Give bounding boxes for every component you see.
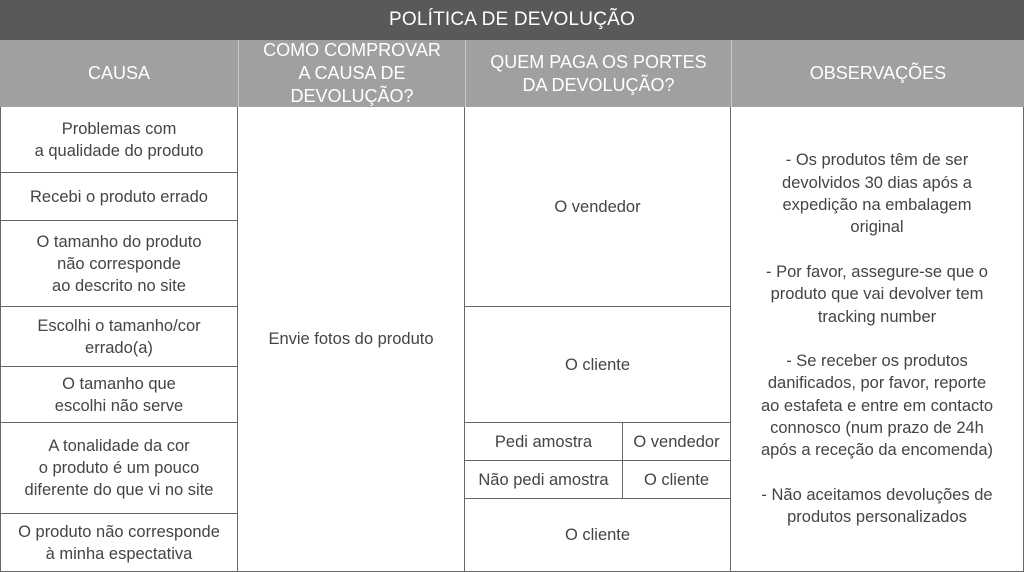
header-payer: QUEM PAGA OS PORTES DA DEVOLUÇÃO? xyxy=(465,40,731,107)
cause-cell: Escolhi o tamanho/cor errado(a) xyxy=(0,307,238,367)
cause-cell: Recebi o produto errado xyxy=(0,173,238,221)
sample-requested-cell: Pedi amostra xyxy=(465,423,623,461)
sample-requested-payer-cell: O vendedor xyxy=(623,423,731,461)
table-title: POLÍTICA DE DEVOLUÇÃO xyxy=(0,0,1024,40)
header-proof: COMO COMPROVAR A CAUSA DE DEVOLUÇÃO? xyxy=(238,40,465,107)
payer-client-cell: O cliente xyxy=(465,307,731,423)
payer-seller-cell: O vendedor xyxy=(465,107,731,307)
notes-cell: - Os produtos têm de ser devolvidos 30 dias após a expedição na embalagem original - Por favor, assegure-se que o produto que vai devolver tem tracking number - Se receber os produtos danificados, por favor, reporte ao estafeta e entre em contacto connosco (num prazo de 24h após a receção da encomenda) - Não aceitamos devoluções de produtos personalizados xyxy=(731,107,1024,572)
cause-cell: Problemas com a qualidade do produto xyxy=(0,107,238,173)
cause-cell: A tonalidade da cor o produto é um pouco diferente do que vi no site xyxy=(0,423,238,514)
cause-cell: O produto não corresponde à minha espectativa xyxy=(0,514,238,572)
proof-cell: Envie fotos do produto xyxy=(238,107,465,572)
header-cause: CAUSA xyxy=(0,40,238,107)
cause-cell: O tamanho do produto não corresponde ao descrito no site xyxy=(0,221,238,307)
sample-not-requested-payer-cell: O cliente xyxy=(623,461,731,499)
payer-client-last-cell: O cliente xyxy=(465,499,731,572)
header-notes: OBSERVAÇÕES xyxy=(731,40,1024,107)
cause-cell: O tamanho que escolhi não serve xyxy=(0,367,238,423)
sample-not-requested-cell: Não pedi amostra xyxy=(465,461,623,499)
